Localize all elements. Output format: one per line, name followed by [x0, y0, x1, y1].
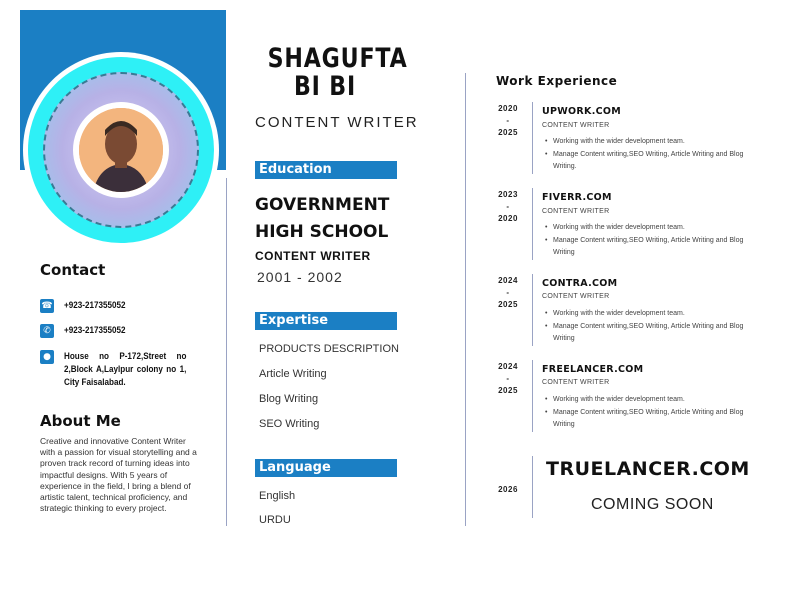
contact-address: [40, 350, 200, 389]
name-line2: BI BI: [293, 71, 357, 102]
job-company: CONTRA.COM: [542, 278, 618, 289]
year-dash: -: [506, 374, 510, 383]
job-bullet: • Working with the wider development team.: [545, 308, 745, 321]
job-start-year: 2023: [498, 190, 518, 199]
education-heading: Education: [255, 161, 397, 179]
job-timeline-line: [532, 274, 533, 346]
expertise-item: PRODUCTS DESCRIPTION: [259, 343, 399, 355]
name-line1: SHAGUFTA: [267, 43, 408, 74]
job-start-year: 2024: [498, 276, 518, 285]
job-years: [494, 361, 522, 397]
job-timeline-line: [532, 188, 533, 260]
job-bullet: • Manage Content writing,SEO Writing, Article Writing and Blog Writing: [545, 321, 745, 346]
job-bullets: [545, 308, 745, 346]
contact-whatsapp: [40, 324, 200, 338]
year-dash: -: [506, 288, 510, 297]
job-years: [494, 275, 522, 311]
job-end-year: 2020: [498, 214, 518, 223]
address-text: House no P-172,Street no 2,Block A,Laylpur colony no 1, City Faisalabad.: [64, 351, 187, 387]
upcoming-status: COMING SOON: [591, 496, 714, 513]
job-bullet: • Working with the wider development team.: [545, 394, 745, 407]
job-company: FREELANCER.COM: [542, 364, 644, 375]
job-role: CONTENT WRITER: [542, 293, 610, 300]
school-line2: HIGH SCHOOL: [255, 222, 389, 242]
job-role: CONTENT WRITER: [542, 208, 610, 215]
avatar-icon: [79, 108, 163, 192]
job-bullets: [545, 222, 745, 260]
job-bullets: [545, 136, 745, 174]
about-text: Creative and innovative Content Writer with a passion for visual storytelling and a proven track record of turning ideas into impactful designs. With 5 years of experience in the field, I bring a blend of artistic talent, technical proficiency, and strategic thinking to every project.: [40, 436, 197, 514]
expertise-item: Article Writing: [259, 368, 327, 380]
job-bullet: • Manage Content writing,SEO Writing, Article Writing and Blog Writing: [545, 235, 745, 260]
upcoming-year: 2026: [498, 485, 518, 494]
job-end-year: 2025: [498, 300, 518, 309]
education-years: 2001 - 2002: [257, 269, 343, 285]
job-role: CONTENT WRITER: [542, 122, 610, 129]
education-role: CONTENT WRITER: [255, 249, 371, 263]
contact-phone: [40, 299, 200, 313]
school-line1: GOVERNMENT: [255, 195, 390, 215]
job-end-year: 2025: [498, 128, 518, 137]
job-start-year: 2020: [498, 104, 518, 113]
contact-heading: Contact: [40, 261, 106, 279]
about-heading: About Me: [40, 412, 121, 430]
job-bullet: • Manage Content writing,SEO Writing, Article Writing and Blog Writing.: [545, 149, 745, 174]
job-years: [494, 103, 522, 139]
job-role: CONTENT WRITER: [542, 379, 610, 386]
job-timeline-line: [532, 102, 533, 174]
job-bullet: • Working with the wider development team.: [545, 136, 745, 149]
profile-photo: [73, 102, 169, 198]
language-heading: Language: [255, 459, 397, 477]
job-end-year: 2025: [498, 386, 518, 395]
year-dash: -: [506, 116, 510, 125]
upcoming-company: TRUELANCER.COM: [546, 458, 750, 480]
language-item: URDU: [259, 514, 291, 526]
middle-divider: [465, 73, 466, 526]
expertise-item: SEO Writing: [259, 418, 320, 430]
phone-text: +923-217355052: [64, 300, 126, 310]
job-bullets: [545, 394, 745, 432]
school-name: [255, 192, 445, 246]
job-timeline-line: [532, 456, 533, 518]
phone-icon: ☎: [41, 301, 53, 311]
job-bullet: • Manage Content writing,SEO Writing, Article Writing and Blog Writing: [545, 407, 745, 432]
job-start-year: 2024: [498, 362, 518, 371]
job-bullet: • Working with the wider development team.: [545, 222, 745, 235]
job-timeline-line: [532, 360, 533, 432]
work-experience-heading: Work Experience: [496, 74, 618, 88]
year-dash: -: [506, 202, 510, 211]
job-company: FIVERR.COM: [542, 192, 612, 203]
whatsapp-text: +923-217355052: [64, 325, 126, 335]
location-pin-icon: ●: [40, 350, 54, 364]
expertise-heading: Expertise: [255, 312, 397, 330]
left-divider: [226, 178, 227, 526]
language-item: English: [259, 490, 296, 502]
job-company: UPWORK.COM: [542, 106, 622, 117]
expertise-item: Blog Writing: [259, 393, 319, 405]
profile-title: CONTENT WRITER: [255, 114, 419, 131]
whatsapp-icon: ✆: [40, 324, 54, 338]
job-years: [494, 189, 522, 225]
